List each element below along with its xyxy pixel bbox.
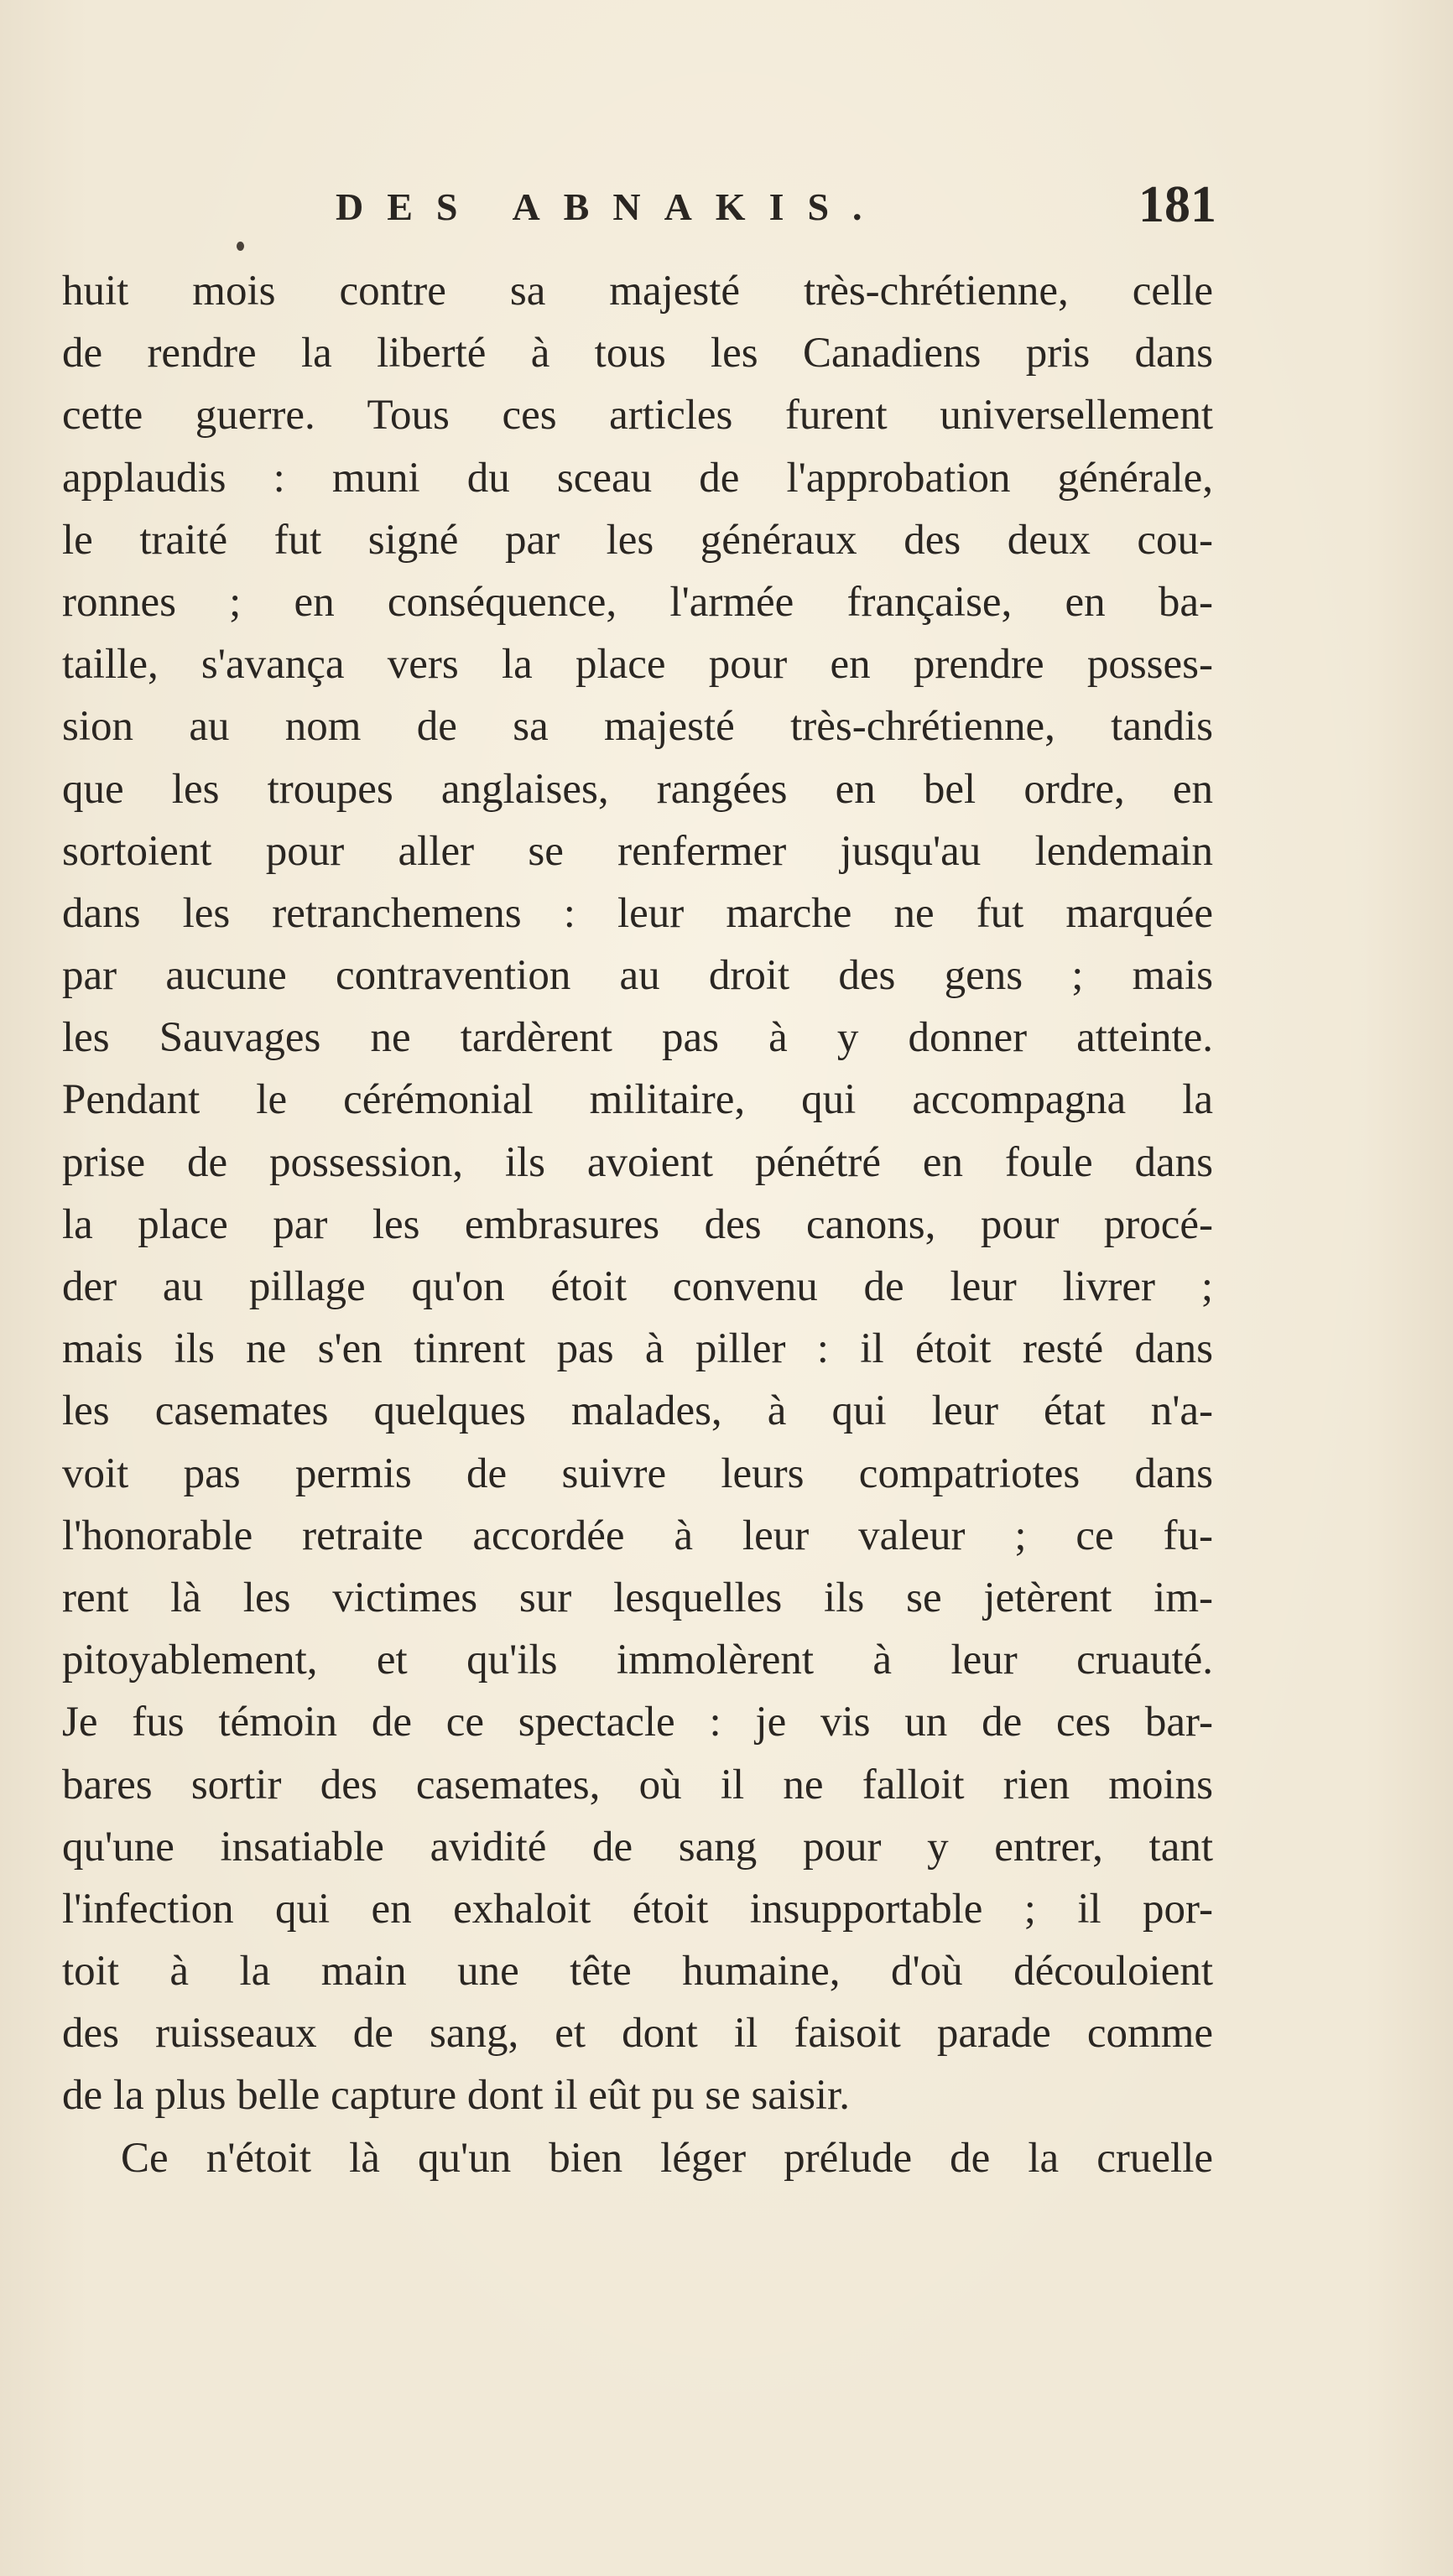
text-line: de rendre la liberté à tous les Canadiens pris dans bbox=[62, 330, 1213, 377]
text-line: des ruisseaux de sang, et dont il faisoit parade comme bbox=[62, 2010, 1213, 2058]
text-line: l'honorable retraite accordée à leur valeur ; ce fu- bbox=[62, 1512, 1213, 1559]
text-line: les casemates quelques malades, à qui leur état n'a- bbox=[62, 1387, 1213, 1435]
text-line-paragraph-start: Ce n'étoit là qu'un bien léger prélude de la cruelle bbox=[121, 2134, 1213, 2182]
text-line: bares sortir des casemates, où il ne falloit rien moins bbox=[62, 1761, 1213, 1808]
text-line: huit mois contre sa majesté très-chrétienne, celle bbox=[62, 268, 1213, 315]
text-line: par aucune contravention au droit des gens ; mais bbox=[62, 952, 1213, 1000]
text-line: la place par les embrasures des canons, pour procé- bbox=[62, 1200, 1213, 1248]
text-line: le traité fut signé par les généraux des deux cou- bbox=[62, 516, 1213, 564]
text-line: voit pas permis de suivre leurs compatriotes dans bbox=[62, 1449, 1213, 1497]
text-line: taille, s'avança vers la place pour en prendre posses- bbox=[62, 641, 1213, 689]
text-line: der au pillage qu'on étoit convenu de leur livrer ; bbox=[62, 1263, 1213, 1310]
text-line: Pendant le cérémonial militaire, qui accompagna la bbox=[62, 1076, 1213, 1124]
text-line: toit à la main une tête humaine, d'où découloient bbox=[62, 1948, 1213, 1996]
text-line: sion au nom de sa majesté très-chrétienne, tandis bbox=[62, 703, 1213, 751]
text-line: Je fus témoin de ce spectacle : je vis un de ces bar- bbox=[62, 1699, 1213, 1746]
text-line: les Sauvages ne tardèrent pas à y donner atteinte. bbox=[62, 1014, 1213, 1062]
text-line: prise de possession, ils avoient pénétré en foule dans bbox=[62, 1138, 1213, 1186]
text-line: applaudis : muni du sceau de l'approbation générale, bbox=[62, 454, 1213, 502]
text-line: cette guerre. Tous ces articles furent universellement bbox=[62, 392, 1213, 440]
ink-speck bbox=[237, 242, 244, 251]
text-line: qu'une insatiable avidité de sang pour y entrer, tant bbox=[62, 1823, 1213, 1871]
running-head: DES ABNAKIS. bbox=[336, 185, 886, 228]
text-line: ronnes ; en conséquence, l'armée française, en ba- bbox=[62, 578, 1213, 626]
page-header bbox=[336, 178, 1216, 237]
text-line: dans les retranchemens : leur marche ne fut marquée bbox=[62, 889, 1213, 937]
text-line: que les troupes anglaises, rangées en bel ordre, en bbox=[62, 765, 1213, 813]
text-line: pitoyablement, et qu'ils immolèrent à leur cruauté. bbox=[62, 1637, 1213, 1684]
text-line: sortoient pour aller se renfermer jusqu'au lendemain bbox=[62, 827, 1213, 875]
page-number: 181 bbox=[1138, 176, 1216, 233]
text-line: de la plus belle capture dont il eût pu se saisir. bbox=[62, 2072, 851, 2120]
text-line: mais ils ne s'en tinrent pas à piller : il étoit resté dans bbox=[62, 1325, 1213, 1373]
text-line: rent là les victimes sur lesquelles ils se jetèrent im- bbox=[62, 1574, 1213, 1621]
text-line: l'infection qui en exhaloit étoit insupportable ; il por- bbox=[62, 1885, 1213, 1933]
body-text bbox=[62, 260, 1213, 2189]
